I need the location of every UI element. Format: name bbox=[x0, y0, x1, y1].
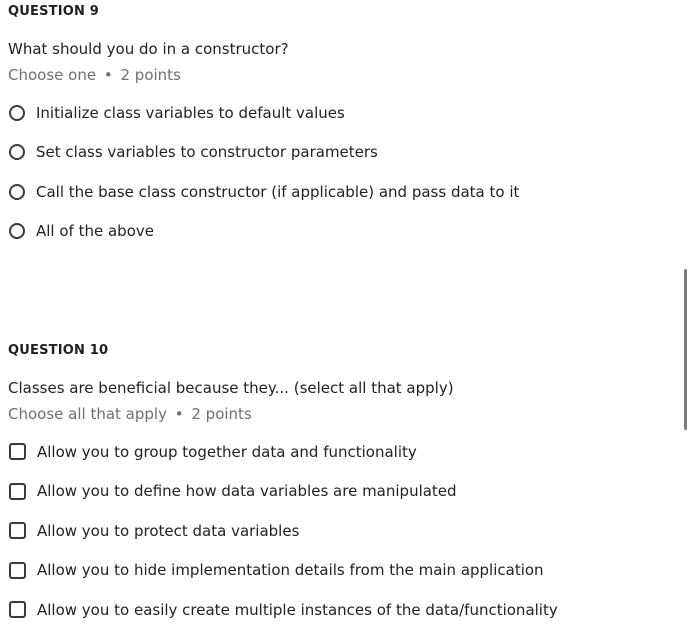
checkbox[interactable] bbox=[9, 601, 26, 618]
option-label: Allow you to define how data variables are manipulated bbox=[37, 482, 457, 501]
meta-separator: • bbox=[174, 405, 184, 423]
question-points: 2 points bbox=[191, 405, 252, 423]
scrollbar-thumb[interactable] bbox=[684, 269, 687, 430]
option-label: Allow you to easily create multiple instances of the data/functionality bbox=[37, 600, 558, 619]
radio-button[interactable] bbox=[9, 184, 25, 200]
meta-separator: • bbox=[103, 66, 113, 84]
checkbox[interactable] bbox=[9, 522, 26, 539]
radio-option[interactable] bbox=[8, 212, 668, 252]
checkbox-group bbox=[8, 432, 668, 625]
question-type: Choose all that apply bbox=[8, 405, 167, 423]
checkbox[interactable] bbox=[9, 562, 26, 579]
checkbox[interactable] bbox=[9, 483, 26, 500]
radio-option[interactable] bbox=[8, 172, 668, 212]
checkbox-option[interactable] bbox=[8, 590, 668, 625]
question-10 bbox=[8, 339, 668, 625]
option-label: Call the base class constructor (if applicable) and pass data to it bbox=[36, 182, 520, 201]
question-type: Choose one bbox=[8, 66, 97, 84]
radio-group bbox=[8, 93, 668, 251]
option-label: Initialize class variables to default values bbox=[36, 103, 345, 122]
radio-option[interactable] bbox=[8, 133, 668, 173]
option-label: Allow you to protect data variables bbox=[37, 521, 300, 540]
checkbox-option[interactable] bbox=[8, 511, 668, 551]
radio-option[interactable] bbox=[8, 93, 668, 133]
question-header: QUESTION 9 bbox=[8, 4, 100, 19]
checkbox-option[interactable] bbox=[8, 551, 668, 591]
checkbox-option[interactable] bbox=[8, 472, 668, 512]
radio-button[interactable] bbox=[9, 105, 25, 121]
radio-button[interactable] bbox=[9, 144, 25, 160]
question-points: 2 points bbox=[120, 66, 181, 84]
question-meta bbox=[8, 403, 668, 425]
radio-button[interactable] bbox=[9, 223, 25, 239]
question-prompt: What should you do in a constructor? bbox=[8, 40, 289, 58]
question-prompt: Classes are beneficial because they... (select all that apply) bbox=[8, 379, 454, 397]
option-label: Allow you to hide implementation details from the main application bbox=[37, 561, 544, 580]
option-label: Set class variables to constructor parameters bbox=[36, 143, 378, 162]
checkbox[interactable] bbox=[9, 443, 26, 460]
option-label: All of the above bbox=[36, 222, 154, 241]
checkbox-option[interactable] bbox=[8, 432, 668, 472]
question-meta bbox=[8, 64, 668, 86]
option-label: Allow you to group together data and functionality bbox=[37, 442, 417, 461]
question-header: QUESTION 10 bbox=[8, 343, 109, 358]
question-9 bbox=[8, 0, 668, 251]
